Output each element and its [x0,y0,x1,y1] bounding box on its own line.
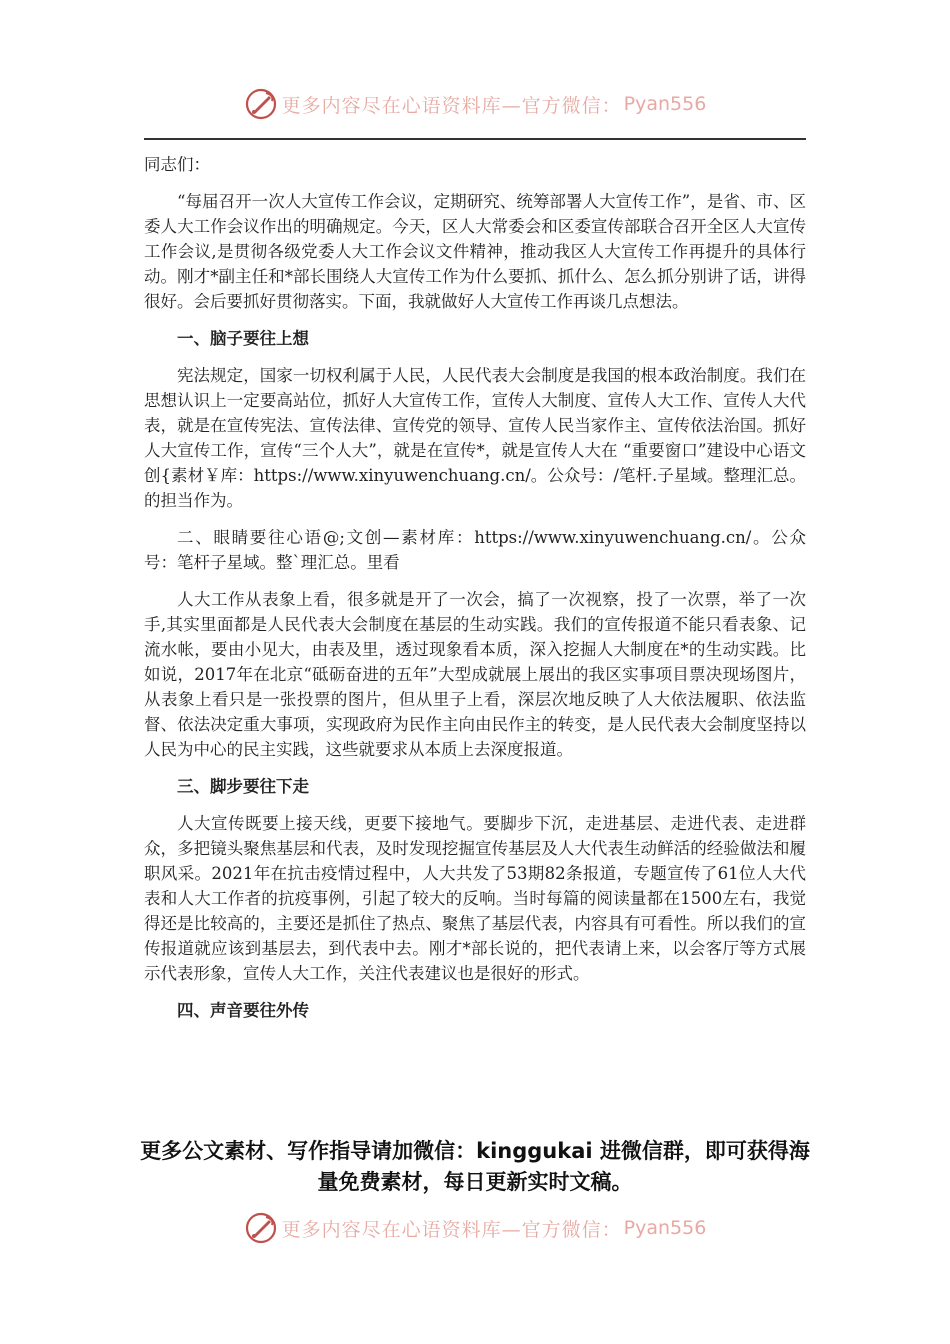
section-2-paragraph: 人大工作从表象上看，很多就是开了一次会，搞了一次视察，投了一次票，举了一次手,其实里面都是人民代表大会制度在基层的生动实践。我们的宣传报道不能只看表象、记流水帐，要由小见大，由表及里，透过现象看本质，深入挖掘人大制度在*的生动实践。比如说，2017年在北京“砥砺奋进的五年”大型成就展上展出的我区实事项目票决现场图片，从表象上看只是一张投票的图片，但从里子上看，深层次地反映了人大依法履职、依法监督、依法决定重大事项，实现政府为民作主向由民作主的转变，是人民代表大会制度坚持以人民为中心的民主实践，这些就要求从本质上去深度报道。 [144,590,806,759]
header-banner [0,86,950,122]
intro-paragraph: “每届召开一次人大宣传工作会议，定期研究、统筹部署人大宣传工作”，是省、市、区委人大工作会议作出的明确规定。今天，区人大常委会和区委宣传部联合召开全区人大宣传工作会议,是贯彻各级党委人大工作会议文件精神，推动我区人大宣传工作再提升的具体行动。刚才*副主任和*部长围绕人大宣传工作为什么要抓、抓什么、怎么抓分别讲了话，讲得很好。会后要抓好贯彻落实。下面，我就做好人大宣传工作再谈几点想法。 [144,192,806,311]
section-1-paragraph: 宪法规定，国家一切权利属于人民，人民代表大会制度是我国的根本政治制度。我们在思想认识上一定要高站位，抓好人大宣传工作，宣传人大制度、宣传人大工作、宣传人大代表，就是在宣传宪法、宣传法律、宣传党的领导、宣传人民当家作主、宣传依法治国。抓好人大宣传工作，宣传“三个人大”，就是在宣传*，就是宣传人大在 “重要窗口”建设中心语文创{素材￥库：https://www.xinyuwenchuang.cn/。公众号：/笔杆.子星域。整理汇总。的担当作为。 [144,366,806,510]
greeting: 同志们： [144,155,210,174]
quill-logo-icon [244,87,278,121]
header-divider [144,138,806,140]
document-body [144,152,806,1035]
header-wechat-id: Pyan556 [623,93,707,115]
section-2-heading: 二、眼睛要往心语@;文创—素材库：https://www.xinyuwenchuang.cn/。公众号：笔杆子星域。整`理汇总。里看 [144,528,806,572]
section-1-heading: 一、脑子要往上想 [177,329,309,348]
section-3-paragraph: 人大宣传既要上接天线，更要下接地气。要脚步下沉，走进基层、走进代表、走进群众，多把镜头聚焦基层和代表，及时发现挖掘宣传基层及人大代表生动鲜活的经验做法和履职风采。2021年在抗击疫情过程中，人大共发了53期82条报道，专题宣传了61位人大代表和人大工作者的抗疫事例，引起了较大的反响。当时每篇的阅读量都在1500左右，我觉得还是比较高的，主要还是抓住了热点、聚焦了基层代表，内容具有可看性。所以我们的宣传报道就应该到基层去，到代表中去。刚才*部长说的，把代表请上来，以会客厅等方式展示代表形象，宣传人大工作，关注代表建议也是很好的形式。 [144,814,806,983]
header-banner-text: 更多内容尽在心语资料库—官方微信： [281,94,622,117]
footer-wechat-id: Pyan556 [623,1217,707,1239]
quill-logo-icon [244,1211,278,1245]
wechat-callout: 更多公文素材、写作指导请加微信：kinggukai 进微信群，即可获得海量免费素材，每日更新实时文稿。 [140,1139,810,1194]
section-3-heading: 三、脚步要往下走 [177,777,309,796]
footer-banner [0,1210,950,1246]
footer-banner-text: 更多内容尽在心语资料库—官方微信： [281,1218,622,1241]
section-4-heading: 四、声音要往外传 [177,1001,309,1020]
